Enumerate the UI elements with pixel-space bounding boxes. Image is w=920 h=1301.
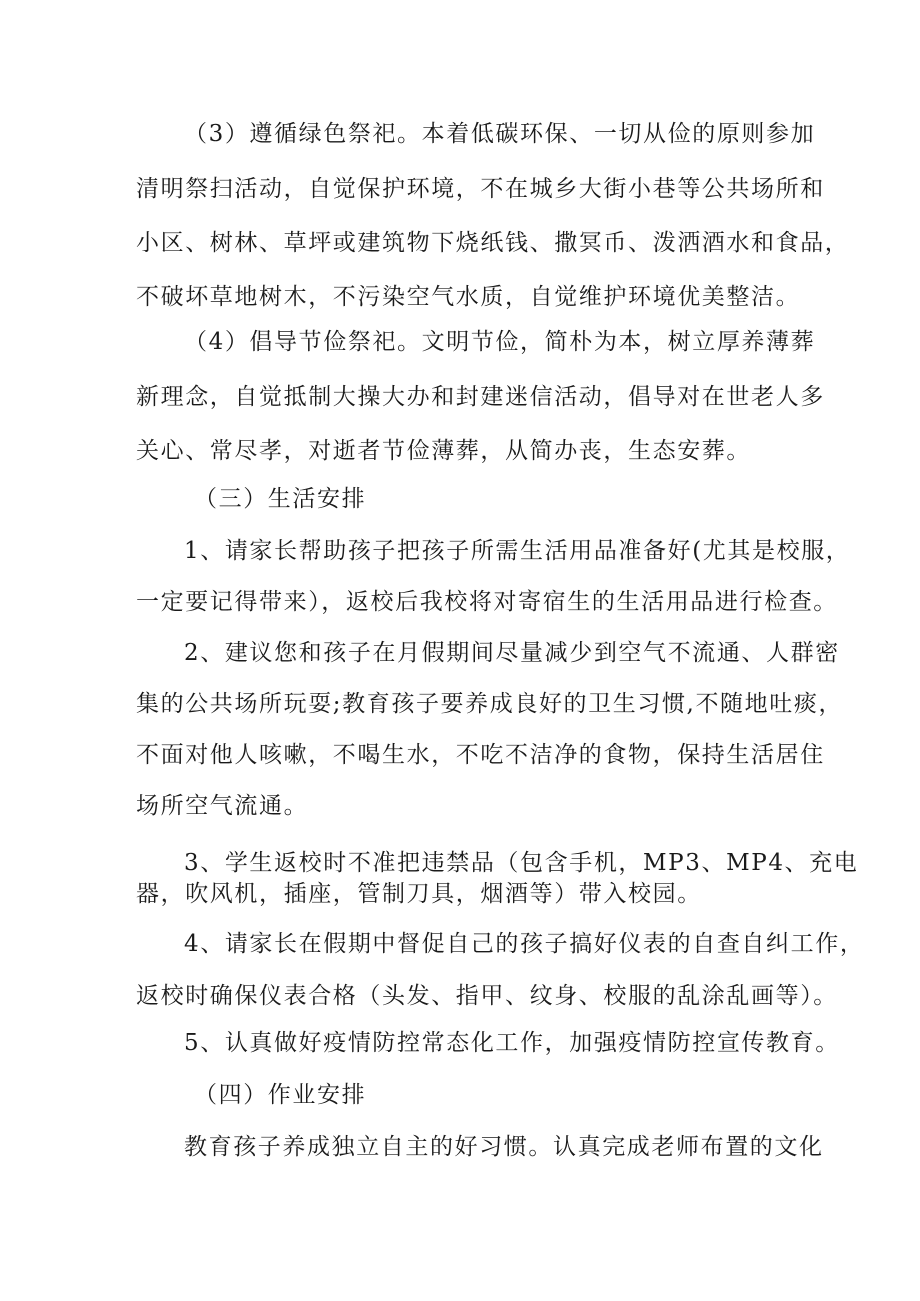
paragraph-4-line-3: 关心、常尽孝，对逝者节俭薄葬，从简办丧，生态安葬。 <box>136 438 751 464</box>
item-2-line-4: 场所空气流通。 <box>136 793 309 819</box>
item-4-line-1: 4、请家长在假期中督促自己的孩子搞好仪表的自查自纠工作， <box>184 931 865 957</box>
section-heading-living: （三）生活安排 <box>194 486 367 512</box>
item-2-line-1: 2、建议您和孩子在月假期间尽量减少到空气不流通、人群密 <box>184 640 840 666</box>
paragraph-3-line-4: 不破坏草地树木，不污染空气水质，自觉维护环境优美整洁。 <box>136 284 801 310</box>
section-heading-homework: （四）作业安排 <box>194 1082 367 1108</box>
paragraph-3-line-1: （3）遵循绿色祭祀。本着低碳环保、一切从俭的原则参加 <box>184 121 816 147</box>
paragraph-3-line-3: 小区、树林、草坪或建筑物下烧纸钱、撒冥币、泼洒酒水和食品， <box>136 230 850 256</box>
item-1-line-2: 一定要记得带来），返校后我校将对寄宿生的生活用品进行检查。 <box>136 589 838 615</box>
item-1-line-1: 1、请家长帮助孩子把孩子所需生活用品准备好(尤其是校服， <box>184 538 851 564</box>
paragraph-4-line-1: （4）倡导节俭祭祀。文明节俭，简朴为本，树立厚养薄葬 <box>184 329 816 355</box>
item-2-line-3: 不面对他人咳嗽，不喝生水，不吃不洁净的食物，保持生活居住 <box>136 742 825 768</box>
item-3-line-2: 器，吹风机，插座，管制刀具，烟酒等）带入校园。 <box>136 881 702 907</box>
item-5-line-1: 5、认真做好疫情防控常态化工作，加强疫情防控宣传教育。 <box>184 1030 840 1056</box>
item-2-line-2: 集的公共场所玩耍;教育孩子要养成良好的卫生习惯,不随地吐痰， <box>136 691 844 717</box>
paragraph-3-line-2: 清明祭扫活动，自觉保护环境，不在城乡大街小巷等公共场所和 <box>136 176 825 202</box>
item-3-line-1: 3、学生返校时不准把违禁品（包含手机，MP3、MP4、充电 <box>184 850 859 876</box>
paragraph-4-line-2: 新理念，自觉抵制大操大办和封建迷信活动，倡导对在世老人多 <box>136 384 825 410</box>
item-4-line-2: 返校时确保仪表合格（头发、指甲、纹身、校服的乱涂乱画等）。 <box>136 983 838 1009</box>
homework-line-1: 教育孩子养成独立自主的好习惯。认真完成老师布置的文化 <box>184 1134 824 1160</box>
